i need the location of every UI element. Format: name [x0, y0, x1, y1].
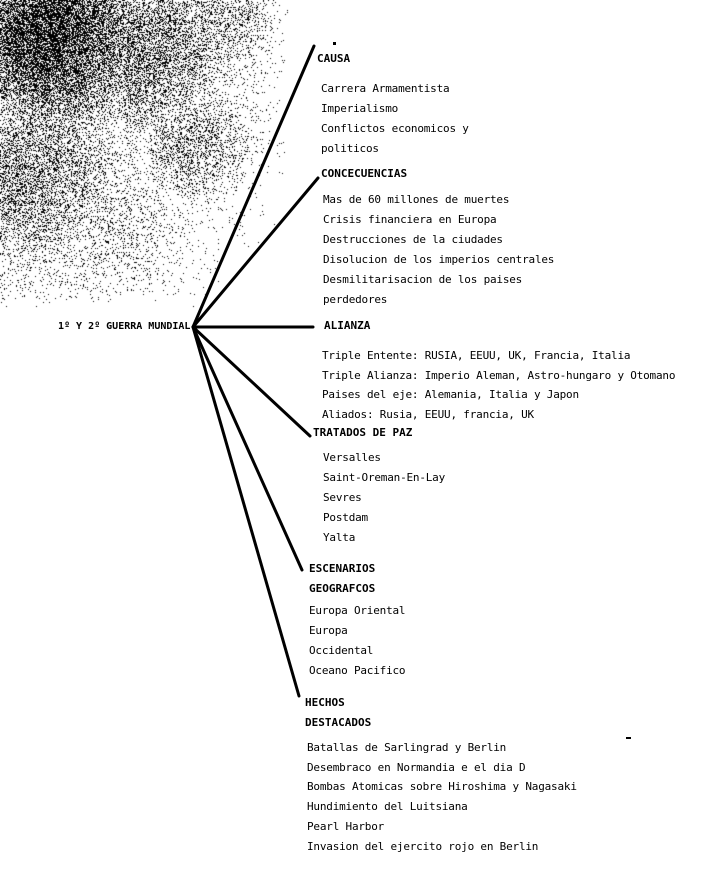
causa-list — [321, 79, 469, 159]
list-item: Desmilitarisacion de los paises — [323, 273, 523, 286]
list-item: Desembraco en Normandia e el dia D — [307, 760, 526, 774]
list-item: Invasion del ejercito rojo en Berlin — [307, 839, 539, 853]
hechos-list — [307, 738, 577, 856]
marker-dash — [626, 737, 631, 739]
escenarios-title — [309, 559, 375, 599]
list-item: Batallas de Sarlingrad y Berlin — [307, 741, 507, 754]
list-item: Occidental — [309, 644, 374, 657]
escenarios-list — [309, 601, 405, 681]
list-item: Pearl Harbor — [307, 819, 385, 833]
alianza-title: ALIANZA — [324, 319, 371, 332]
list-item: Postdam — [323, 511, 368, 524]
hechos-title-line: HECHOS — [305, 696, 345, 709]
list-item: Triple Entente: RUSIA, EEUU, UK, Francia, Italia — [322, 349, 631, 362]
hechos-title — [305, 693, 371, 733]
line-causa — [193, 46, 314, 327]
list-item: Saint-Oreman-En-Lay — [323, 471, 446, 484]
list-item: Triple Alianza: Imperio Aleman, Astro-hungaro y Otomano — [322, 368, 676, 382]
line-consecuencias — [193, 178, 318, 327]
tratados-list — [323, 448, 445, 548]
consecuencias-title: CONCECUENCIAS — [321, 167, 408, 180]
consecuencias-list — [323, 190, 554, 310]
hechos-title-line: DESTACADOS — [305, 716, 372, 729]
tratados-title: TRATADOS DE PAZ — [313, 426, 413, 439]
list-item: Mas de 60 millones de muertes — [323, 193, 510, 206]
list-item: Paises del eje: Alemania, Italia y Japon — [322, 388, 579, 401]
list-item: Versalles — [323, 451, 381, 464]
list-item: Carrera Armamentista — [321, 82, 450, 95]
list-item: Crisis financiera en Europa — [323, 213, 497, 226]
list-item: Disolucion de los imperios centrales — [323, 253, 555, 266]
list-item: Oceano Pacifico — [309, 664, 406, 677]
list-item: Europa — [309, 624, 348, 637]
escenarios-title-line: GEOGRAFCOS — [309, 582, 376, 595]
root-node-title: 1º Y 2º GUERRA MUNDIAL — [58, 321, 191, 332]
list-item: Conflictos economicos y — [321, 122, 469, 135]
list-item: Bombas Atomicas sobre Hiroshima y Nagasaki — [307, 780, 577, 794]
marker-dot — [333, 42, 336, 45]
causa-title: CAUSA — [317, 52, 351, 65]
list-item: perdedores — [323, 293, 388, 306]
line-hechos — [193, 327, 299, 696]
list-item: Hundimiento del Luitsiana — [307, 800, 468, 814]
alianza-list — [322, 346, 675, 424]
list-item: Sevres — [323, 491, 362, 504]
list-item: Europa Oriental — [309, 604, 406, 617]
line-tratados — [193, 327, 310, 436]
list-item: Yalta — [323, 531, 356, 544]
list-item: Imperialismo — [321, 102, 399, 115]
line-escenarios — [193, 327, 302, 570]
list-item: Destrucciones de la ciudades — [323, 233, 503, 246]
list-item: Aliados: Rusia, EEUU, francia, UK — [322, 407, 534, 421]
escenarios-title-line: ESCENARIOS — [309, 562, 376, 575]
list-item: politicos — [321, 142, 379, 155]
